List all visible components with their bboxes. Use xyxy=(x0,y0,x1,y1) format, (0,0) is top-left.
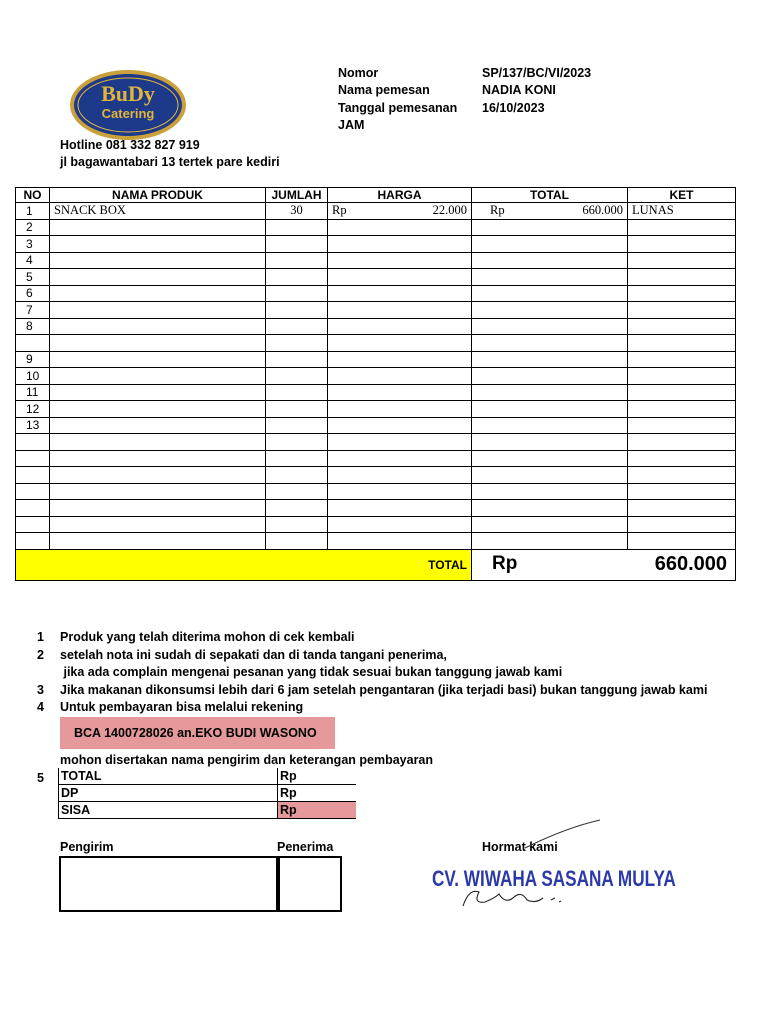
row-price xyxy=(328,335,472,352)
note-text: jika ada complain mengenai pesanan yang tidak sesuai bukan tanggung jawab kami xyxy=(60,665,563,679)
row-product xyxy=(50,351,266,368)
bank-account: BCA 1400728026 an.EKO BUDI WASONO xyxy=(60,717,335,749)
row-ket xyxy=(628,384,736,401)
row-qty xyxy=(266,516,328,533)
table-row xyxy=(16,203,736,220)
row-qty xyxy=(266,252,328,269)
row-ket xyxy=(628,434,736,451)
row-product xyxy=(50,269,266,286)
row-price xyxy=(328,533,472,550)
row-no: 4 xyxy=(16,252,50,269)
row-price xyxy=(328,302,472,319)
row-qty xyxy=(266,351,328,368)
row-no xyxy=(16,450,50,467)
table-row xyxy=(16,450,736,467)
row-total xyxy=(472,483,628,500)
summary-value: Rp xyxy=(278,768,357,785)
summary-row-dp xyxy=(59,785,357,802)
row-total xyxy=(472,533,628,550)
row-price xyxy=(328,483,472,500)
grand-total-row xyxy=(16,549,736,580)
value-tanggal: 16/10/2023 xyxy=(482,101,545,115)
row-qty xyxy=(266,401,328,418)
row-no: 11 xyxy=(16,384,50,401)
receiver-signature-box xyxy=(276,856,342,912)
row-total xyxy=(472,516,628,533)
label-nama-pemesan: Nama pemesan xyxy=(338,83,430,97)
row-product xyxy=(50,335,266,352)
sender-label: Pengirim xyxy=(60,840,114,854)
contact-info xyxy=(60,137,280,171)
payment-summary xyxy=(58,768,356,819)
row-total xyxy=(472,500,628,517)
row-no: 9 xyxy=(16,351,50,368)
row-price xyxy=(328,219,472,236)
col-nama-produk: NAMA PRODUK xyxy=(50,188,266,203)
row-qty xyxy=(266,318,328,335)
row-qty xyxy=(266,417,328,434)
row-no: 1 xyxy=(16,203,50,220)
row-product xyxy=(50,236,266,253)
row-product xyxy=(50,533,266,550)
row-price xyxy=(328,434,472,451)
row-price xyxy=(328,351,472,368)
row-total xyxy=(472,401,628,418)
row-qty xyxy=(266,219,328,236)
row-qty xyxy=(266,236,328,253)
row-price xyxy=(328,467,472,484)
note-text: Untuk pembayaran bisa melalui rekening xyxy=(60,700,304,714)
row-total xyxy=(472,252,628,269)
row-qty xyxy=(266,533,328,550)
row-total xyxy=(472,450,628,467)
row-ket xyxy=(628,450,736,467)
row-total xyxy=(472,351,628,368)
row-price xyxy=(328,401,472,418)
row-price: 22.000 xyxy=(432,203,467,218)
items-body xyxy=(16,203,736,550)
row-no xyxy=(16,516,50,533)
col-total: TOTAL xyxy=(472,188,628,203)
row-ket xyxy=(628,467,736,484)
row-no: 5 xyxy=(16,269,50,286)
summary-value: Rp xyxy=(278,785,357,802)
sender-signature-box xyxy=(59,856,280,912)
summary-row-total xyxy=(59,768,357,785)
grand-total-value: 660.000 xyxy=(654,553,727,575)
value-nomor: SP/137/BC/VI/2023 xyxy=(482,66,592,80)
row-no: 7 xyxy=(16,302,50,319)
row-ket xyxy=(628,351,736,368)
row-product xyxy=(50,252,266,269)
row-ket: LUNAS xyxy=(628,203,736,220)
row-no: 6 xyxy=(16,285,50,302)
note-text: Produk yang telah diterima mohon di cek kembali xyxy=(60,630,355,644)
row-qty xyxy=(266,483,328,500)
items-table xyxy=(15,187,736,581)
row-total xyxy=(472,285,628,302)
table-row xyxy=(16,219,736,236)
table-row xyxy=(16,269,736,286)
row-product xyxy=(50,483,266,500)
row-price xyxy=(328,516,472,533)
row-ket xyxy=(628,318,736,335)
row-product xyxy=(50,434,266,451)
table-row xyxy=(16,351,736,368)
row-total xyxy=(472,417,628,434)
row-total xyxy=(472,236,628,253)
row-product xyxy=(50,467,266,484)
row-price xyxy=(328,318,472,335)
row-ket xyxy=(628,236,736,253)
table-row xyxy=(16,368,736,385)
row-price xyxy=(328,368,472,385)
table-header-row xyxy=(16,188,736,203)
summary-number: 5 xyxy=(37,771,44,785)
row-total xyxy=(472,368,628,385)
table-row xyxy=(16,533,736,550)
table-row xyxy=(16,483,736,500)
row-qty xyxy=(266,368,328,385)
row-ket xyxy=(628,269,736,286)
row-no xyxy=(16,533,50,550)
row-price xyxy=(328,450,472,467)
budy-catering-logo xyxy=(68,68,188,142)
summary-row-sisa xyxy=(59,802,357,819)
table-row xyxy=(16,335,736,352)
row-total xyxy=(472,467,628,484)
row-total xyxy=(472,219,628,236)
table-row xyxy=(16,302,736,319)
row-no: 13 xyxy=(16,417,50,434)
row-qty xyxy=(266,434,328,451)
row-ket xyxy=(628,401,736,418)
row-no xyxy=(16,500,50,517)
row-qty xyxy=(266,450,328,467)
row-qty xyxy=(266,467,328,484)
row-product xyxy=(50,384,266,401)
row-product xyxy=(50,417,266,434)
row-ket xyxy=(628,219,736,236)
table-row xyxy=(16,318,736,335)
summary-label: SISA xyxy=(59,802,278,819)
row-product xyxy=(50,318,266,335)
row-product xyxy=(50,500,266,517)
address: jl bagawantabari 13 tertek pare kediri xyxy=(60,155,280,169)
table-row xyxy=(16,236,736,253)
row-no xyxy=(16,434,50,451)
note-number: 2 xyxy=(37,648,44,662)
handwritten-signature xyxy=(455,818,605,918)
row-total xyxy=(472,335,628,352)
row-qty: 30 xyxy=(266,203,328,220)
row-no: 10 xyxy=(16,368,50,385)
row-ket xyxy=(628,483,736,500)
row-total xyxy=(472,434,628,451)
row-no: 12 xyxy=(16,401,50,418)
grand-total-currency: Rp xyxy=(492,553,518,574)
row-qty xyxy=(266,285,328,302)
row-product: SNACK BOX xyxy=(50,203,266,220)
row-price xyxy=(328,417,472,434)
row-price xyxy=(328,500,472,517)
grand-total-label: TOTAL xyxy=(16,549,472,580)
col-harga: HARGA xyxy=(328,188,472,203)
col-jumlah: JUMLAH xyxy=(266,188,328,203)
value-nama-pemesan: NADIA KONI xyxy=(482,83,556,97)
table-row xyxy=(16,417,736,434)
summary-label: DP xyxy=(59,785,278,802)
row-qty xyxy=(266,269,328,286)
row-product xyxy=(50,401,266,418)
company-stamp: CV. WIWAHA SASANA MULYA xyxy=(432,866,676,891)
row-ket xyxy=(628,533,736,550)
row-qty xyxy=(266,384,328,401)
row-product xyxy=(50,516,266,533)
row-product xyxy=(50,302,266,319)
hotline: Hotline 081 332 827 919 xyxy=(60,138,200,152)
row-total xyxy=(472,318,628,335)
row-no: 2 xyxy=(16,219,50,236)
row-total xyxy=(472,302,628,319)
row-total xyxy=(472,384,628,401)
col-no: NO xyxy=(16,188,50,203)
row-total: 660.000 xyxy=(582,203,623,218)
row-no: 3 xyxy=(16,236,50,253)
regards-label: Hormat kami xyxy=(482,840,558,854)
table-row xyxy=(16,516,736,533)
note-number: 3 xyxy=(37,683,44,697)
row-ket xyxy=(628,285,736,302)
row-product xyxy=(50,450,266,467)
col-ket: KET xyxy=(628,188,736,203)
row-product xyxy=(50,219,266,236)
row-price-currency: Rp xyxy=(332,203,347,218)
row-price xyxy=(328,236,472,253)
row-ket xyxy=(628,302,736,319)
row-total xyxy=(472,269,628,286)
row-ket xyxy=(628,500,736,517)
row-qty xyxy=(266,335,328,352)
label-jam: JAM xyxy=(338,118,365,132)
row-no: 8 xyxy=(16,318,50,335)
bank-note: mohon disertakan nama pengirim dan keterangan pembayaran xyxy=(60,753,434,767)
table-row xyxy=(16,467,736,484)
row-price xyxy=(328,269,472,286)
table-row xyxy=(16,285,736,302)
row-price xyxy=(328,384,472,401)
row-qty xyxy=(266,500,328,517)
row-ket xyxy=(628,252,736,269)
row-no xyxy=(16,335,50,352)
row-no xyxy=(16,467,50,484)
row-product xyxy=(50,368,266,385)
row-ket xyxy=(628,417,736,434)
table-row xyxy=(16,434,736,451)
summary-value: Rp xyxy=(278,802,357,819)
table-row xyxy=(16,401,736,418)
row-qty xyxy=(266,302,328,319)
row-price xyxy=(328,252,472,269)
logo-line2: Catering xyxy=(101,106,155,121)
label-tanggal: Tanggal pemesanan xyxy=(338,101,458,115)
row-product xyxy=(50,285,266,302)
receiver-label: Penerima xyxy=(277,840,334,854)
row-price xyxy=(328,285,472,302)
table-row xyxy=(16,252,736,269)
note-text: setelah nota ini sudah di sepakati dan di tanda tangani penerima, xyxy=(60,648,447,662)
row-total-currency: Rp xyxy=(490,203,505,218)
note-number: 4 xyxy=(37,700,44,714)
note-text: Jika makanan dikonsumsi lebih dari 6 jam setelah pengantaran (jika terjadi basi) bukan tanggung jawab kami xyxy=(60,683,708,697)
note-number: 1 xyxy=(37,630,44,644)
row-ket xyxy=(628,335,736,352)
label-nomor: Nomor xyxy=(338,66,379,80)
summary-label: TOTAL xyxy=(59,768,278,785)
table-row xyxy=(16,384,736,401)
row-ket xyxy=(628,368,736,385)
table-row xyxy=(16,500,736,517)
row-no xyxy=(16,483,50,500)
logo-line1: BuDy xyxy=(101,81,155,106)
row-ket xyxy=(628,516,736,533)
